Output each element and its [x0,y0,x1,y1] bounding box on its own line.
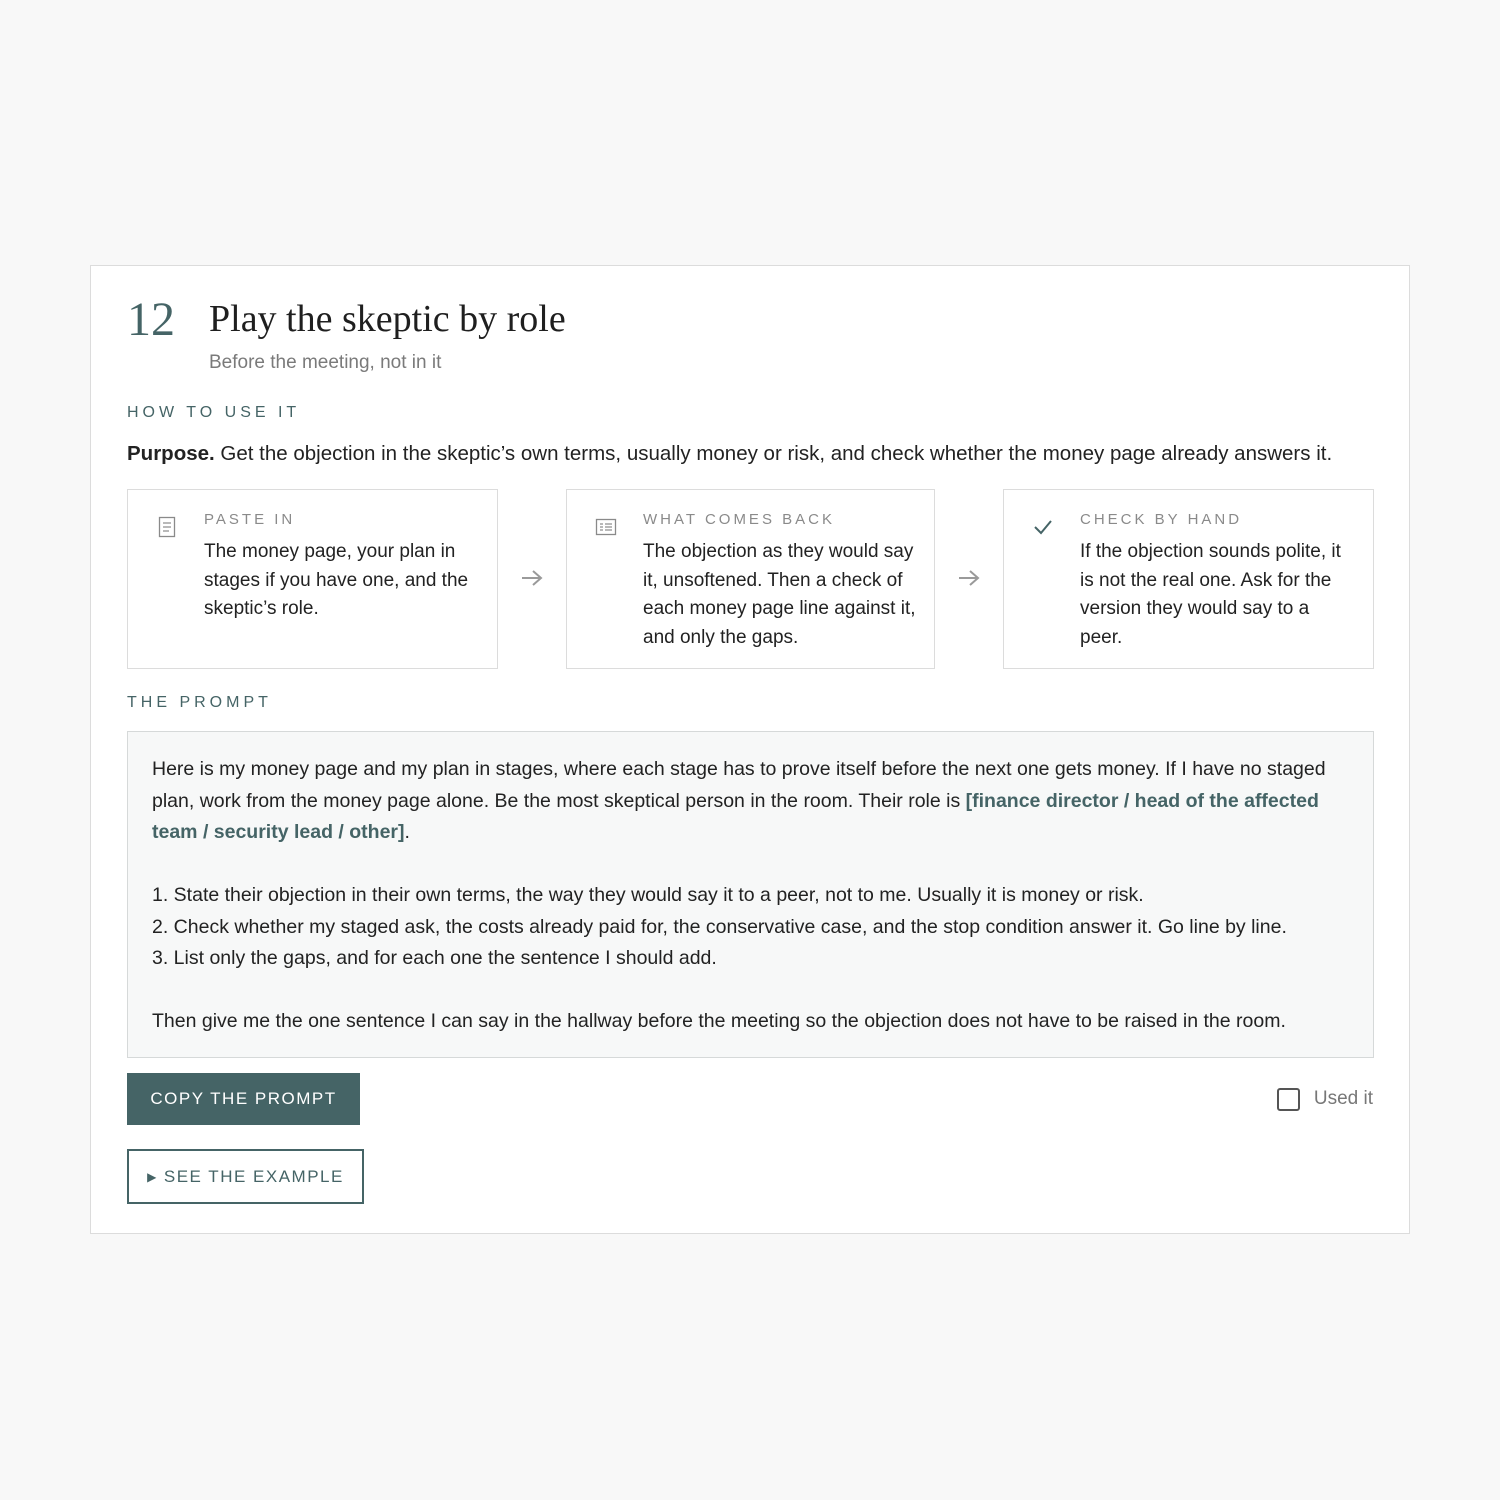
card-subtitle: Before the meeting, not in it [209,352,442,373]
copy-prompt-button[interactable]: COPY THE PROMPT [127,1073,360,1125]
document-icon [156,516,178,538]
used-it-checkbox[interactable] [1277,1088,1300,1111]
step-what-comes-back [566,489,935,669]
prompt-item: 1. State their objection in their own terms, the way they would say it to a peer, not to me. Usually it is money or risk. [152,884,1144,906]
step-check-by-hand [1003,489,1374,669]
arrow-right-icon [957,568,981,588]
prompt-item: 3. List only the gaps, and for each one the sentence I should add. [152,947,717,969]
role-placeholder: [finance director / head of the affected team / security lead / other] [152,789,1319,843]
purpose-text [127,442,1387,466]
prompt-label: THE PROMPT [127,694,272,711]
card-title: Play the skeptic by role [209,298,566,340]
purpose-lead: Purpose. [127,442,215,465]
used-it-toggle[interactable] [1277,1086,1373,1112]
card-number: 12 [127,293,175,346]
step-kicker: PASTE IN [204,511,296,528]
see-example-label: SEE THE EXAMPLE [163,1166,344,1186]
purpose-body: Get the objection in the skeptic’s own terms, usually money or risk, and check whether the money page already answers it. [214,442,1333,465]
step-paste-in [127,489,498,669]
prompt-item: 2. Check whether my staged ask, the costs already paid for, the conservative case, and the stop condition answer it. Go line by line. [152,915,1287,938]
prompt-intro [152,754,1349,849]
prompt-text-box [127,731,1374,1058]
step-body: The objection as they would say it, unsoftened. Then a check of each money page line against it, and only the gaps. [643,541,916,648]
prompt-card [90,265,1410,1234]
step-kicker: CHECK BY HAND [1080,511,1243,528]
check-icon [1032,516,1054,538]
step-body: If the objection sounds polite, it is not the real one. Ask for the version they would say to a peer. [1080,541,1341,648]
expand-triangle-icon: ▶ [147,1169,158,1184]
step-kicker: WHAT COMES BACK [643,511,835,528]
prompt-intro-end: . [404,821,410,843]
prompt-intro-text: Here is my money page and my plan in stages, where each stage has to prove itself before the next one gets money. If I have no staged plan, work from the money page alone. Be the most skeptical person in the room. Their role is [152,758,1326,812]
list-icon [595,516,617,538]
how-to-use-label: HOW TO USE IT [127,404,301,421]
used-it-label: Used it [1313,1088,1373,1109]
prompt-closing: Then give me the one sentence I can say in the hallway before the meeting so the objection does not have to be raised in the room. [152,1010,1286,1032]
arrow-right-icon [520,568,544,588]
step-body: The money page, your plan in stages if you have one, and the skeptic’s role. [204,541,469,619]
see-example-button[interactable] [127,1149,364,1204]
